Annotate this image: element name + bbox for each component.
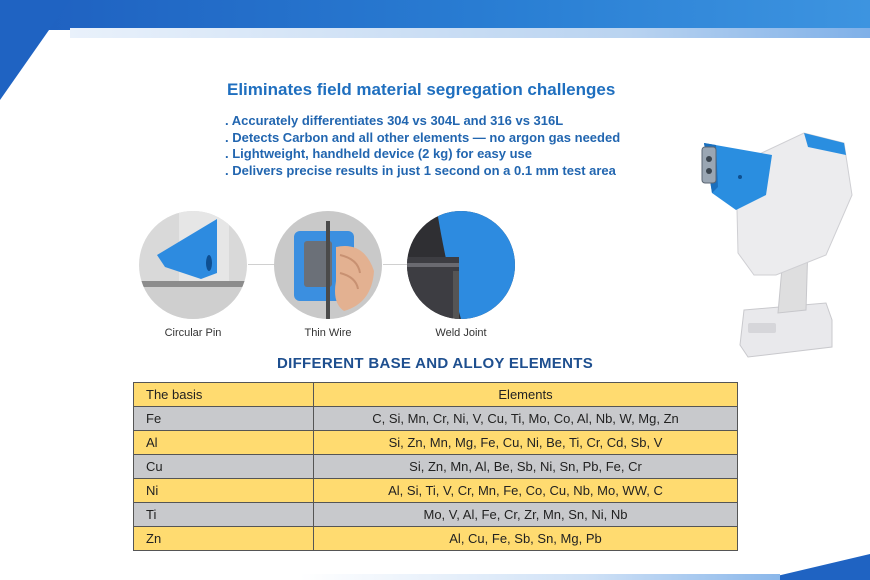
handheld-analyzer-image [696, 125, 856, 360]
thin-wire-photo [274, 211, 382, 319]
sample-caption: Circular Pin [164, 327, 222, 339]
headline: Eliminates field material segregation challenges [227, 80, 616, 99]
feature-list [225, 113, 620, 179]
sample-caption: Weld Joint [435, 327, 487, 339]
sample-caption: Thin Wire [304, 327, 352, 339]
table-row [134, 527, 738, 551]
elements-cell: C, Si, Mn, Cr, Ni, V, Cu, Ti, Mo, Co, Al, Nb, W, Mg, Zn [314, 407, 738, 431]
basis-cell: Cu [134, 455, 314, 479]
table-row [134, 431, 738, 455]
table-title: DIFFERENT BASE AND ALLOY ELEMENTS [276, 355, 594, 372]
sample-weld-joint [406, 211, 516, 339]
table-row [134, 479, 738, 503]
circular-pin-photo [139, 211, 247, 319]
feature-item: . Detects Carbon and all other elements — no argon gas needed [225, 129, 621, 145]
bottom-gradient-band [300, 574, 780, 580]
sample-connector-line [248, 264, 275, 265]
elements-cell: Si, Zn, Mn, Al, Be, Sb, Ni, Sn, Pb, Fe, Cr [314, 455, 738, 479]
elements-cell: Al, Si, Ti, V, Cr, Mn, Fe, Co, Cu, Nb, Mo, WW, C [314, 479, 738, 503]
sample-thin-wire [273, 211, 383, 339]
basis-cell: Al [134, 431, 314, 455]
sample-connector-line [383, 264, 408, 265]
elements-cell: Si, Zn, Mn, Mg, Fe, Cu, Ni, Be, Ti, Cr, Cd, Sb, V [314, 431, 738, 455]
basis-cell: Ti [134, 503, 314, 527]
elements-cell: Mo, V, Al, Fe, Cr, Zr, Mn, Sn, Ni, Nb [314, 503, 738, 527]
table-row [134, 455, 738, 479]
column-header: Elements [314, 383, 738, 407]
column-header: The basis [134, 383, 314, 407]
alloy-elements-table [133, 382, 738, 551]
weld-joint-photo [407, 211, 515, 319]
feature-item: . Lightweight, handheld device (2 kg) for easy use [225, 146, 533, 161]
basis-cell: Ni [134, 479, 314, 503]
feature-item: . Accurately differentiates 304 vs 304L and 316 vs 316L [225, 113, 564, 128]
top-left-corner-shape [0, 0, 70, 100]
basis-cell: Fe [134, 407, 314, 431]
feature-item: . Delivers precise results in just 1 second on a 0.1 mm test area [225, 162, 616, 178]
top-banner [0, 0, 870, 30]
table-header-row [134, 383, 738, 407]
basis-cell: Zn [134, 527, 314, 551]
table-row [134, 407, 738, 431]
sample-circular-pin [138, 211, 248, 339]
top-gradient-band [70, 28, 870, 38]
elements-cell: Al, Cu, Fe, Sb, Sn, Mg, Pb [314, 527, 738, 551]
table-row [134, 503, 738, 527]
